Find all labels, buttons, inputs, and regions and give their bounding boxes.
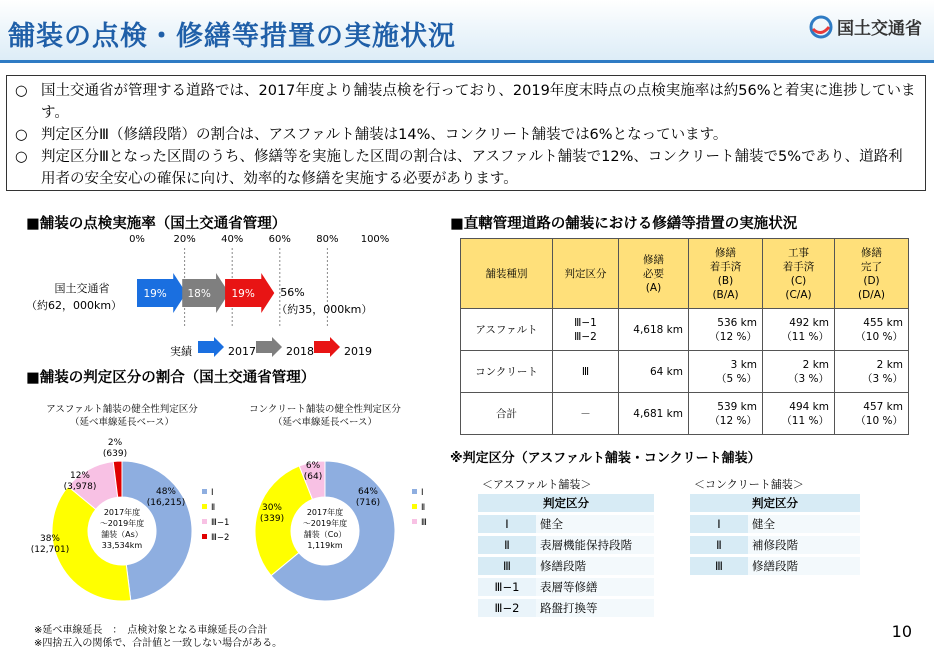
legend-label-2019: 2019 (344, 345, 372, 358)
summary-text: 判定区分Ⅲとなった区間のうち、修繕等を実施した区間の割合は、アスファルト舗装で12%、コンクリート舗装で5%であり、道路利用者の安全安心の確保に向け、効率的な修繕を実施する必要があります。 (41, 149, 903, 187)
col-header: 修繕 着手済 (B) (B/A) (689, 239, 763, 309)
slice-pct-label: 30% (261, 503, 283, 513)
legend-label: Ⅲ (421, 518, 427, 528)
inspection-rate-chart (20, 228, 440, 363)
donut-center-label: 2017年度 (306, 508, 344, 517)
cell-b-pct: （12 %） (709, 330, 757, 343)
bullet-icon: ○ (15, 83, 28, 99)
cell-a: 64 km (619, 351, 689, 393)
donut-center-label: 舗装（Co） (303, 530, 347, 539)
cell-c-value: 492 km (789, 316, 829, 329)
legend-label: Ⅱ (421, 503, 426, 513)
repair-status-table (460, 238, 909, 435)
grade-code: Ⅲ (690, 557, 748, 575)
axis-tick-label: 60% (268, 234, 291, 245)
grade-code: Ⅱ (478, 536, 536, 554)
grade-label: 表層機能保持段階 (536, 536, 654, 554)
slice-pct-label: 2% (107, 438, 123, 448)
donut-center-label: 舗装（As） (101, 530, 143, 539)
total-length-label: （約35，000km） (276, 303, 373, 316)
slice-value-label: (339) (259, 514, 285, 524)
summary-text: 国土交通省が管理する道路では、2017年度より舗装点検を行っており、2019年度末時点の点検実施率は約56%と着実に進捗しています。 (41, 83, 916, 121)
legend-label-2018: 2018 (286, 345, 314, 358)
grade-label: 表層等修繕 (536, 578, 654, 596)
legend-label: Ⅰ (211, 488, 214, 498)
col-header: 修繕 完了 (D) (D/A) (835, 239, 909, 309)
legend-label: Ⅲ−1 (211, 518, 230, 528)
cell-type: アスファルト (461, 309, 553, 351)
cell-d (835, 351, 909, 393)
slice-value-label: (716) (355, 498, 381, 508)
axis-tick-label: 40% (221, 234, 244, 245)
legend-swatch-Ⅱ (412, 504, 417, 509)
cell-a: 4,618 km (619, 309, 689, 351)
bar-label-2017: 19% (143, 288, 167, 300)
donut-subtitle: （延べ車線延長ベース） (69, 417, 175, 428)
table-header-row (461, 239, 909, 309)
axis-tick-label: 20% (173, 234, 196, 245)
cell-d (835, 393, 909, 435)
table-section-title: ■直轄管理道路の舗装における修繕等措置の実施状況 (450, 216, 798, 232)
header-band (0, 0, 934, 62)
concrete-donut-chart (240, 398, 450, 608)
grade-label: 健全 (748, 515, 860, 533)
summary-item (15, 124, 917, 146)
legend-swatch-Ⅲ−1 (202, 519, 207, 524)
axis-tick-label: 0% (129, 234, 145, 245)
cell-c-pct: （11 %） (781, 414, 829, 427)
total-rate-label: 56% (280, 286, 305, 299)
grade-code: Ⅲ−2 (478, 599, 536, 617)
donut-title: コンクリート舗装の健全性判定区分 (249, 404, 401, 415)
legend-swatch-Ⅲ−2 (202, 534, 207, 539)
asphalt-donut-chart (20, 398, 245, 608)
slice-value-label: (3,978) (63, 482, 97, 492)
legend-label: Ⅰ (421, 488, 424, 498)
grade-label: 健全 (536, 515, 654, 533)
legend-arrow-2017 (198, 337, 224, 357)
grade-section-title: ※判定区分（アスファルト舗装・コンクリート舗装） (450, 451, 761, 466)
cell-c-pct: （3 %） (788, 372, 829, 385)
grade-code: Ⅰ (690, 515, 748, 533)
table-row (461, 393, 909, 435)
axis-tick-label: 80% (316, 234, 339, 245)
bar-label-2019: 19% (231, 288, 255, 300)
cell-d-pct: （10 %） (855, 330, 903, 343)
cell-b-value: 539 km (717, 400, 757, 413)
summary-item (15, 80, 917, 124)
legend-label: Ⅱ (211, 503, 216, 513)
page-title: 舗装の点検・修繕等措置の実施状況 (8, 21, 456, 52)
cell-d-pct: （3 %） (862, 372, 903, 385)
cell-c-pct: （11 %） (781, 330, 829, 343)
mlit-logo (809, 14, 922, 39)
col-header: 判定区分 (553, 239, 619, 309)
cell-b (689, 351, 763, 393)
slice-pct-label: 48% (155, 487, 177, 497)
cell-d-value: 457 km (863, 400, 903, 413)
summary-item (15, 146, 917, 190)
legend-swatch-Ⅲ (412, 519, 417, 524)
col-header: 工事 着手済 (C) (C/A) (763, 239, 835, 309)
cell-b-value: 536 km (717, 316, 757, 329)
cell-grade: － (553, 393, 619, 435)
grade-header: 判定区分 (478, 494, 654, 512)
header-underline (0, 60, 934, 63)
concrete-grade-table (690, 491, 860, 578)
legend-arrow-2019 (314, 337, 340, 357)
cell-c-value: 2 km (802, 358, 829, 371)
donut-center-label: 2017年度 (103, 508, 141, 517)
cell-type: コンクリート (461, 351, 553, 393)
donut-title: アスファルト舗装の健全性判定区分 (46, 404, 198, 415)
table-row (461, 309, 909, 351)
slice-value-label: (12,701) (30, 545, 70, 555)
mlit-emblem-icon (809, 15, 833, 39)
asphalt-grade-table (478, 491, 654, 620)
cell-d-pct: （10 %） (855, 414, 903, 427)
slice-value-label: (64) (303, 472, 323, 482)
cell-type: 合計 (461, 393, 553, 435)
axis-tick-label: 100% (360, 234, 390, 245)
bullet-icon: ○ (15, 149, 28, 165)
grade-code: Ⅱ (690, 536, 748, 554)
summary-text: 判定区分Ⅲ（修繕段階）の割合は、アスファルト舗装は14%、コンクリート舗装では6%となっています。 (41, 127, 728, 143)
cell-c-value: 494 km (789, 400, 829, 413)
cell-c (763, 393, 835, 435)
legend-swatch-Ⅰ (412, 489, 417, 494)
cell-a: 4,681 km (619, 393, 689, 435)
table-row (461, 351, 909, 393)
slice-value-label: (16,215) (146, 498, 186, 508)
bar-label-2018: 18% (187, 288, 211, 300)
footnote: ※延べ車線延長 ： 点検対象となる車線延長の合計 (34, 625, 268, 636)
footnote: ※四捨五入の関係で、合計値と一致しない場合がある。 (34, 638, 283, 649)
donut-subtitle: （延べ車線延長ベース） (272, 417, 378, 428)
grade-code: Ⅲ (478, 557, 536, 575)
concrete-grade-title: ＜コンクリート舗装＞ (694, 478, 804, 491)
cell-b-value: 3 km (730, 358, 757, 371)
cell-b-pct: （12 %） (709, 414, 757, 427)
slice-value-label: (639) (102, 449, 128, 459)
cell-b (689, 309, 763, 351)
cell-c (763, 309, 835, 351)
cell-b (689, 393, 763, 435)
cell-d-value: 455 km (863, 316, 903, 329)
slice-pct-label: 64% (357, 487, 379, 497)
legend-arrow-2018 (256, 337, 282, 357)
page-number: 10 (891, 622, 912, 641)
legend-label-2017: 2017 (228, 345, 256, 358)
col-header: 修繕 必要 (A) (619, 239, 689, 309)
slice-pct-label: 38% (39, 534, 61, 544)
row-label-length: （約62，000km） (25, 299, 123, 312)
grade-header: 判定区分 (690, 494, 860, 512)
cell-grade: Ⅲ (553, 351, 619, 393)
cell-d-value: 2 km (876, 358, 903, 371)
legend-swatch-Ⅱ (202, 504, 207, 509)
cell-d (835, 309, 909, 351)
bullet-icon: ○ (15, 127, 28, 143)
grade-label: 補修段階 (748, 536, 860, 554)
slice-pct-label: 6% (305, 461, 321, 471)
cell-grade: Ⅲ−1 Ⅲ−2 (553, 309, 619, 351)
donut-center-label: ～2019年度 (302, 519, 348, 528)
grade-code: Ⅰ (478, 515, 536, 533)
slice-pct-label: 12% (69, 471, 91, 481)
col-header: 舗装種別 (461, 239, 553, 309)
ratio-section-title: ■舗装の判定区分の割合（国土交通省管理） (26, 370, 316, 386)
grade-label: 路盤打換等 (536, 599, 654, 617)
cell-b-pct: （5 %） (716, 372, 757, 385)
summary-box (6, 75, 926, 191)
inspection-section-title: ■舗装の点検実施率（国土交通省管理） (26, 216, 287, 232)
cell-c (763, 351, 835, 393)
org-name: 国土交通省 (837, 19, 922, 39)
legend-swatch-Ⅰ (202, 489, 207, 494)
grade-label: 修繕段階 (536, 557, 654, 575)
legend-label: Ⅲ−2 (211, 533, 230, 543)
grade-code: Ⅲ−1 (478, 578, 536, 596)
donut-center-label: 1,119km (307, 541, 343, 550)
legend-prefix: 実績 (170, 345, 192, 358)
donut-center-label: 33,534km (101, 541, 143, 550)
asphalt-grade-title: ＜アスファルト舗装＞ (482, 478, 592, 491)
grade-label: 修繕段階 (748, 557, 860, 575)
donut-center-label: ～2019年度 (99, 519, 145, 528)
row-label: 国土交通省 (54, 282, 110, 295)
